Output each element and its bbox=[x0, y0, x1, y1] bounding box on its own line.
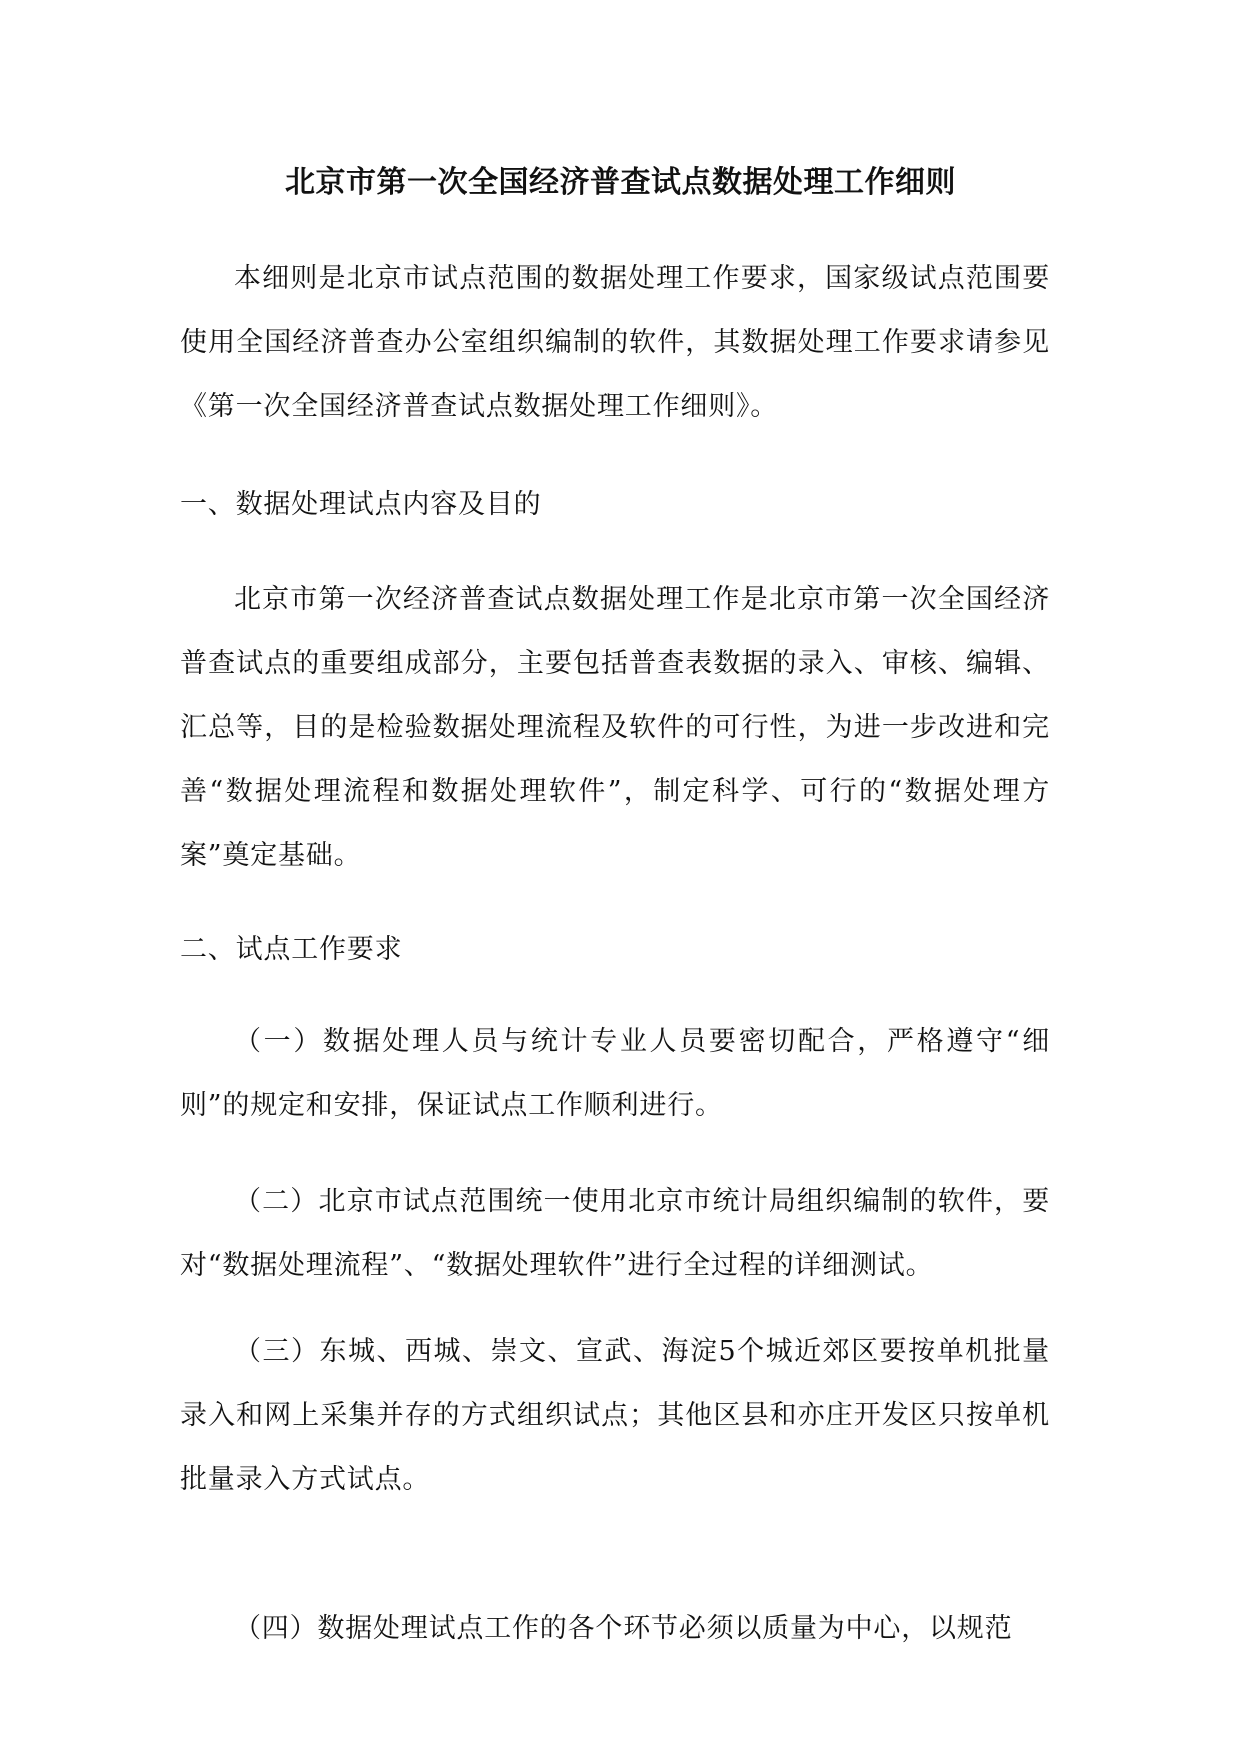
section-1-heading: 一、数据处理试点内容及目的 bbox=[180, 489, 542, 520]
section-2-heading: 二、试点工作要求 bbox=[180, 934, 403, 965]
requirement-item-1: （一）数据处理人员与统计专业人员要密切配合，严格遵守“细则”的规定和安排，保证试点工作顺利进行。 bbox=[180, 1026, 1050, 1121]
requirement-item-4: （四）数据处理试点工作的各个环节必须以质量为中心，以规范 bbox=[234, 1613, 1013, 1644]
section-1-body: 北京市第一次经济普查试点数据处理工作是北京市第一次全国经济普查试点的重要组成部分，主要包括普查表数据的录入、审核、编辑、汇总等，目的是检验数据处理流程及软件的可行性，为进一步改进和完善“数据处理流程和数据处理软件”，制定科学、可行的“数据处理方案”奠定基础。 bbox=[180, 584, 1050, 871]
document-title: 北京市第一次全国经济普查试点数据处理工作细则 bbox=[285, 165, 956, 200]
requirement-item-3: （三）东城、西城、崇文、宣武、海淀5个城近郊区要按单机批量录入和网上采集并存的方式组织试点；其他区县和亦庄开发区只按单机批量录入方式试点。 bbox=[180, 1336, 1050, 1495]
requirement-item-2: （二）北京市试点范围统一使用北京市统计局组织编制的软件，要对“数据处理流程”、“数据处理软件”进行全过程的详细测试。 bbox=[180, 1186, 1050, 1281]
intro-paragraph: 本细则是北京市试点范围的数据处理工作要求，国家级试点范围要使用全国经济普查办公室组织编制的软件，其数据处理工作要求请参见《第一次全国经济普查试点数据处理工作细则》。 bbox=[180, 263, 1050, 422]
